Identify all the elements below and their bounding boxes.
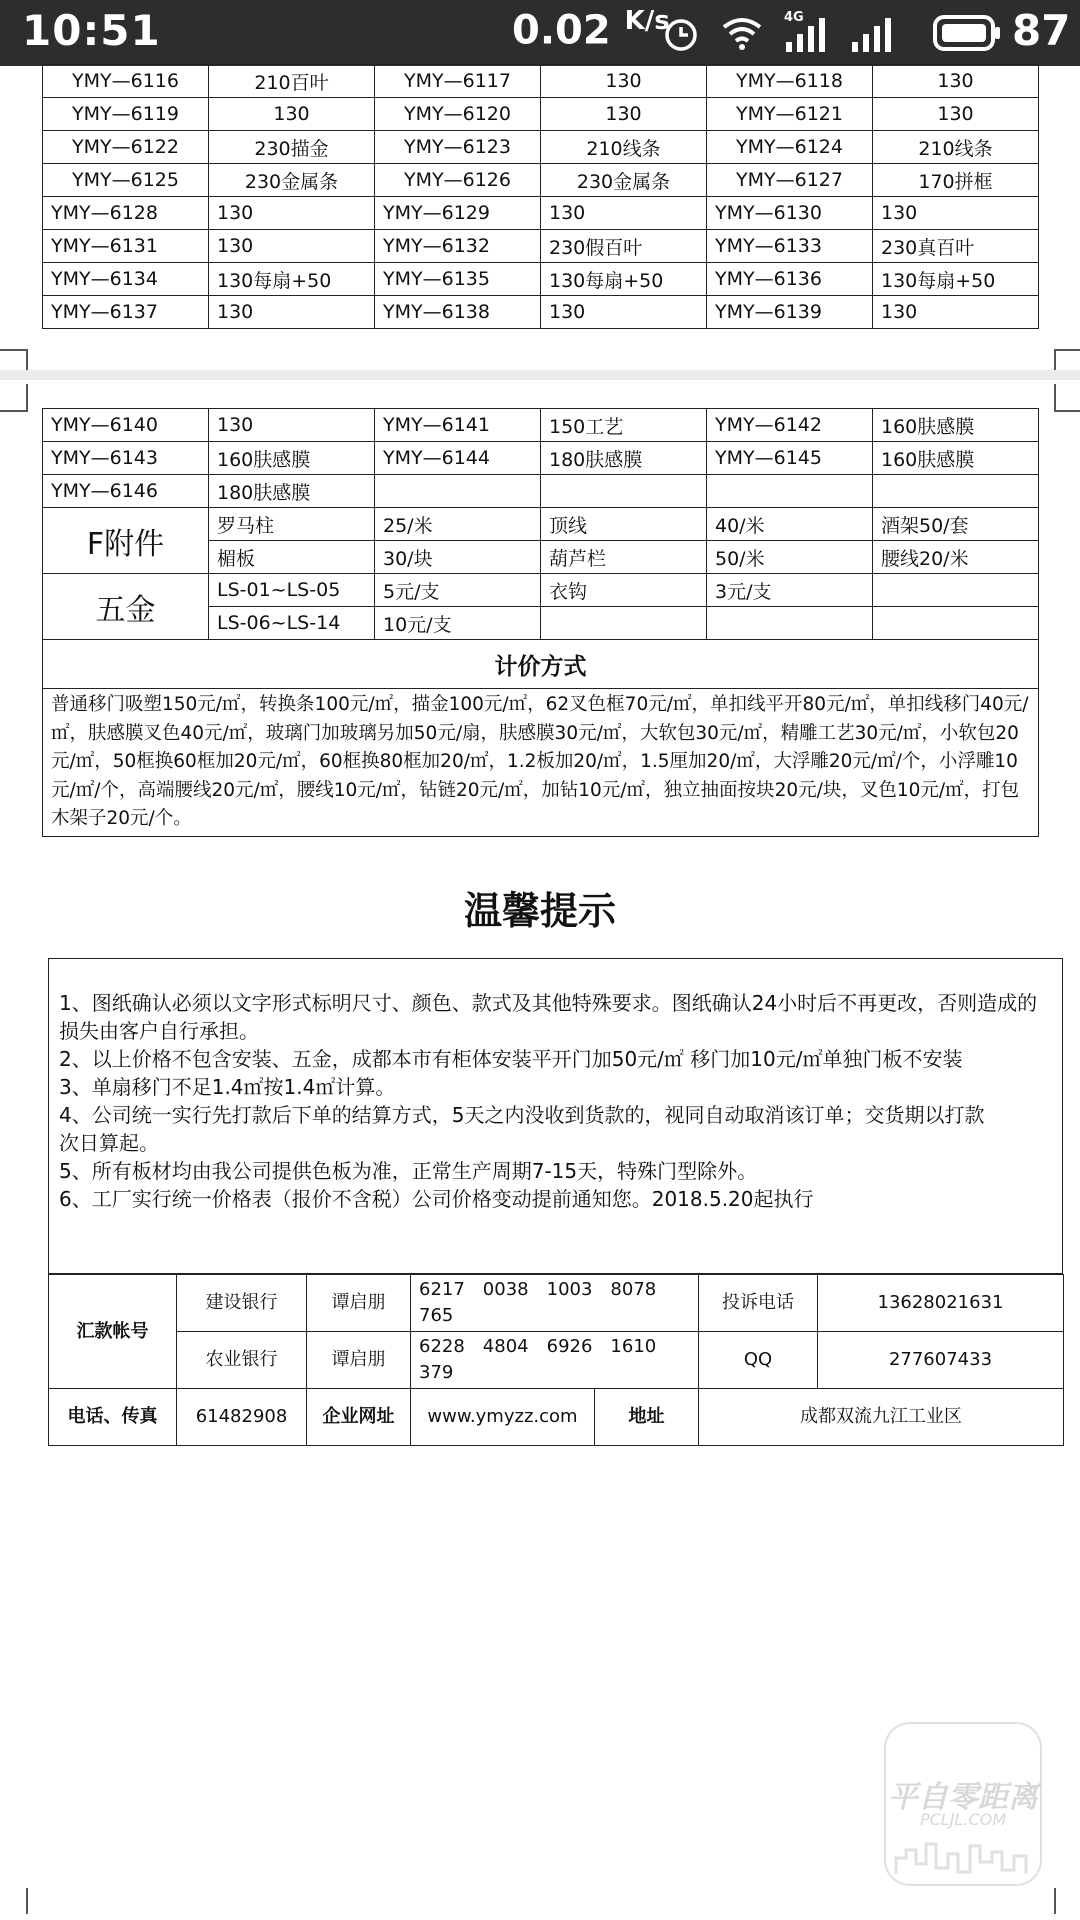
model-price: 130 xyxy=(541,98,707,131)
table-row xyxy=(43,296,1039,329)
status-icons xyxy=(662,12,894,56)
model-price: 210线条 xyxy=(873,131,1039,164)
status-bar xyxy=(0,0,1080,66)
table-cell xyxy=(873,607,1039,640)
contact-row xyxy=(49,1389,1064,1446)
model-code: YMY—6119 xyxy=(43,98,209,131)
table-cell xyxy=(541,607,707,640)
price-table-bottom xyxy=(42,408,1039,837)
hardware-label: 五金 xyxy=(43,574,209,640)
pricing-title-row xyxy=(43,640,1039,689)
notice-item: 5、所有板材均由我公司提供色板为准，正常生产周期7-15天，特殊门型除外。 xyxy=(59,1159,758,1183)
crop-mark xyxy=(1054,1888,1080,1914)
model-price: 130 xyxy=(541,296,707,329)
account-table xyxy=(48,1274,1064,1446)
account-row xyxy=(49,1275,1064,1332)
model-price: 170拼框 xyxy=(873,164,1039,197)
model-price: 230金属条 xyxy=(541,164,707,197)
table-cell: 衣钩 xyxy=(541,574,707,607)
model-price: 130 xyxy=(541,65,707,98)
model-code: YMY—6132 xyxy=(375,230,541,263)
model-code: YMY—6117 xyxy=(375,65,541,98)
model-code: YMY—6137 xyxy=(43,296,209,329)
qq-label: QQ xyxy=(699,1332,818,1389)
table-cell: 罗马柱 xyxy=(209,508,375,541)
table-cell: 腰线20/米 xyxy=(873,541,1039,574)
website-link[interactable]: www.ymyzz.com xyxy=(411,1389,595,1446)
model-price: 210线条 xyxy=(541,131,707,164)
status-time: 10:51 xyxy=(22,6,161,55)
model-price: 130 xyxy=(209,98,375,131)
model-code: YMY—6118 xyxy=(707,65,873,98)
model-code: YMY—6122 xyxy=(43,131,209,164)
pricing-text: 普通移门吸塑150元/㎡，转换条100元/㎡，描金100元/㎡，62叉色框70元/㎡，单扣线平开80元/㎡，单扣线移门40元/㎡，肤感膜叉色40元/㎡，玻璃门加玻璃另加50元/扇，肤感膜30元/㎡，大软包30元/㎡，精雕工艺30元/㎡，小软包20元/㎡，50框换60框加20元/㎡，60框换80框加20/㎡，1.2板加20/㎡，1.5厘加20/㎡，大浮雕20元/㎡/个，小浮雕10元/㎡/个，高端腰线20元/㎡，腰线10元/㎡，钻链20元/㎡，加钻10元/㎡，独立抽面按块20元/块，叉色10元/㎡，打包木架子20元/个。 xyxy=(43,689,1039,837)
table-row xyxy=(43,197,1039,230)
phone-label: 电话、传真 xyxy=(49,1389,177,1446)
document-page-1 xyxy=(0,66,1080,370)
notice-title: 温馨提示 xyxy=(463,889,616,933)
table-row xyxy=(43,230,1039,263)
model-price: 230描金 xyxy=(209,131,375,164)
model-code: YMY—6126 xyxy=(375,164,541,197)
table-row xyxy=(43,164,1039,197)
table-cell: LS-01~LS-05 xyxy=(209,574,375,607)
model-price: 160肤感膜 xyxy=(209,442,375,475)
signal-icon xyxy=(850,14,894,54)
model-price: 230金属条 xyxy=(209,164,375,197)
table-cell: 酒架50/套 xyxy=(873,508,1039,541)
model-code: YMY—6146 xyxy=(43,475,209,508)
net-speed xyxy=(512,6,670,53)
complaint-phone: 13628021631 xyxy=(818,1275,1064,1332)
model-price: 160肤感膜 xyxy=(873,442,1039,475)
qq-number: 277607433 xyxy=(818,1332,1064,1389)
crop-mark xyxy=(1054,384,1080,412)
notice-item: 1、图纸确认必须以文字形式标明尺寸、颜色、款式及其他特殊要求。图纸确认24小时后不再更改，否则造成的损失由客户自行承担。 xyxy=(59,991,1038,1043)
model-price: 130 xyxy=(209,230,375,263)
model-code: YMY—6143 xyxy=(43,442,209,475)
model-code: YMY—6144 xyxy=(375,442,541,475)
model-code: YMY—6133 xyxy=(707,230,873,263)
battery-level: 87 xyxy=(1012,6,1071,55)
table-cell: 楣板 xyxy=(209,541,375,574)
model-code: YMY—6129 xyxy=(375,197,541,230)
model-price xyxy=(541,475,707,508)
account-holder: 谭启朋 xyxy=(307,1275,411,1332)
accessory-row xyxy=(43,508,1039,541)
model-price: 180肤感膜 xyxy=(209,475,375,508)
table-cell: 40/米 xyxy=(707,508,873,541)
crop-mark xyxy=(0,1888,28,1914)
table-row xyxy=(43,131,1039,164)
notice-item: 3、单扇移门不足1.4㎡按1.4㎡计算。 xyxy=(59,1075,396,1099)
skyline-icon xyxy=(886,1828,1040,1878)
bank-name: 建设银行 xyxy=(177,1275,307,1332)
table-row xyxy=(43,263,1039,296)
model-price: 230假百叶 xyxy=(541,230,707,263)
model-code: YMY—6131 xyxy=(43,230,209,263)
model-price xyxy=(873,475,1039,508)
table-cell: 顶线 xyxy=(541,508,707,541)
model-code xyxy=(707,475,873,508)
address-label: 地址 xyxy=(595,1389,699,1446)
model-code: YMY—6140 xyxy=(43,409,209,442)
table-cell: 3元/支 xyxy=(707,574,873,607)
notice-item: 4、公司统一实行先打款后下单的结算方式，5天之内没收到货款的，视同自动取消该订单；交货期以打款 xyxy=(59,1103,985,1127)
model-price: 230真百叶 xyxy=(873,230,1039,263)
price-table-top xyxy=(42,64,1039,329)
table-cell: 葫芦栏 xyxy=(541,541,707,574)
table-row xyxy=(43,98,1039,131)
table-row xyxy=(43,475,1039,508)
bank-name: 农业银行 xyxy=(177,1332,307,1389)
model-code: YMY—6123 xyxy=(375,131,541,164)
notice-box xyxy=(48,958,1063,1274)
model-price: 130 xyxy=(873,197,1039,230)
model-price: 130 xyxy=(209,197,375,230)
model-code: YMY—6135 xyxy=(375,263,541,296)
signal-4g-icon xyxy=(784,10,828,54)
table-row xyxy=(43,442,1039,475)
table-row xyxy=(43,65,1039,98)
accessories-label: F附件 xyxy=(43,508,209,574)
remit-label: 汇款帐号 xyxy=(49,1275,177,1389)
account-number: 6228 4804 6926 1610 379 xyxy=(411,1332,699,1389)
model-code: YMY—6125 xyxy=(43,164,209,197)
model-price: 160肤感膜 xyxy=(873,409,1039,442)
website-label: 企业网址 xyxy=(307,1389,411,1446)
page-gap xyxy=(0,370,1080,380)
model-price: 130 xyxy=(873,296,1039,329)
model-code: YMY—6116 xyxy=(43,65,209,98)
model-price: 130 xyxy=(209,296,375,329)
model-code: YMY—6120 xyxy=(375,98,541,131)
model-code: YMY—6136 xyxy=(707,263,873,296)
model-code: YMY—6134 xyxy=(43,263,209,296)
address-value: 成都双流九江工业区 xyxy=(699,1389,1064,1446)
notice-list xyxy=(59,989,1052,1213)
table-cell: 30/块 xyxy=(375,541,541,574)
complaint-label: 投诉电话 xyxy=(699,1275,818,1332)
notice-item: 次日算起。 xyxy=(59,1131,159,1155)
battery-icon xyxy=(932,14,1002,52)
document-page-2 xyxy=(0,380,1080,1915)
model-code: YMY—6130 xyxy=(707,197,873,230)
model-code: YMY—6145 xyxy=(707,442,873,475)
table-row xyxy=(43,409,1039,442)
model-code: YMY—6124 xyxy=(707,131,873,164)
wifi-icon xyxy=(722,17,762,51)
pricing-body-row xyxy=(43,689,1039,837)
model-code: YMY—6142 xyxy=(707,409,873,442)
watermark-subtitle: PCLJL.COM xyxy=(919,1810,1007,1829)
model-code: YMY—6139 xyxy=(707,296,873,329)
notice-item: 2、以上价格不包含安装、五金，成都本市有柜体安装平开门加50元/㎡ 移门加10元/㎡单独门板不安装 xyxy=(59,1047,963,1071)
account-number: 6217 0038 1003 8078 765 xyxy=(411,1275,699,1332)
table-cell xyxy=(707,607,873,640)
hardware-row xyxy=(43,574,1039,607)
model-price: 130 xyxy=(541,197,707,230)
table-cell: 5元/支 xyxy=(375,574,541,607)
account-holder: 谭启朋 xyxy=(307,1332,411,1389)
alarm-icon xyxy=(662,15,700,53)
account-row xyxy=(49,1332,1064,1389)
table-cell: 25/米 xyxy=(375,508,541,541)
table-cell: 50/米 xyxy=(707,541,873,574)
model-price: 130 xyxy=(873,65,1039,98)
model-price: 130每扇+50 xyxy=(209,263,375,296)
model-price: 130 xyxy=(873,98,1039,131)
model-code: YMY—6128 xyxy=(43,197,209,230)
phone-number: 61482908 xyxy=(177,1389,307,1446)
model-code: YMY—6141 xyxy=(375,409,541,442)
model-price: 130每扇+50 xyxy=(873,263,1039,296)
model-price: 130每扇+50 xyxy=(541,263,707,296)
model-price: 150工艺 xyxy=(541,409,707,442)
table-cell: 10元/支 xyxy=(375,607,541,640)
model-code: YMY—6121 xyxy=(707,98,873,131)
net-speed-unit: K/s xyxy=(624,6,670,36)
model-price: 210百叶 xyxy=(209,65,375,98)
pricing-title: 计价方式 xyxy=(43,640,1039,689)
watermark-logo xyxy=(884,1722,1042,1886)
network-type: 4G xyxy=(784,10,804,25)
model-code: YMY—6138 xyxy=(375,296,541,329)
table-cell: LS-06~LS-14 xyxy=(209,607,375,640)
model-code xyxy=(375,475,541,508)
notice-item: 6、工厂实行统一价格表（报价不含税）公司价格变动提前通知您。2018.5.20起执行 xyxy=(59,1187,814,1211)
table-cell xyxy=(873,574,1039,607)
net-speed-value: 0.02 xyxy=(512,7,611,54)
model-price: 180肤感膜 xyxy=(541,442,707,475)
model-price: 130 xyxy=(209,409,375,442)
model-code: YMY—6127 xyxy=(707,164,873,197)
watermark-title: 平自零距离 xyxy=(888,1780,1038,1815)
crop-mark xyxy=(0,384,28,412)
